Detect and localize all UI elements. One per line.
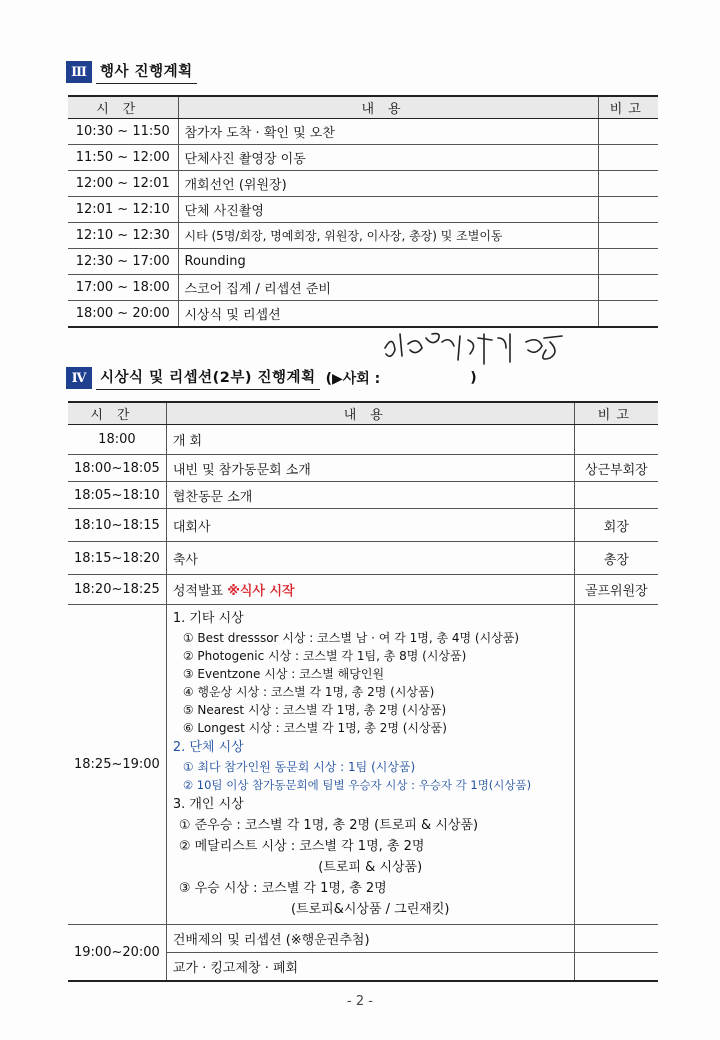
table-row [68, 197, 658, 223]
header-time: 시간 [68, 402, 166, 425]
row-note [598, 197, 658, 223]
row-time: 12:00 ~ 12:01 [68, 171, 178, 197]
results-text: 성적발표 [172, 584, 224, 599]
table-row [68, 542, 658, 575]
award-item: (트로피&시상품 / 그린재킷) [290, 902, 450, 917]
row-note [574, 482, 658, 509]
schedule-table [68, 95, 658, 328]
row-note [598, 171, 658, 197]
group-2-title: 2. 단체 시상 [172, 740, 244, 755]
table-row [68, 425, 658, 455]
table-row [68, 482, 658, 509]
row-content [166, 575, 574, 605]
row-time: 12:30 ~ 17:00 [68, 249, 178, 275]
mc-label: (▶사회 : [325, 371, 381, 387]
award-item: ② Photogenic 시상 : 코스별 각 1팀, 총 8명 (시상품) [182, 649, 467, 663]
award-item: ② 메달리스트 시상 : 코스별 각 1명, 총 2명 [178, 839, 425, 854]
section-3-header [66, 60, 197, 84]
row-content: 시상식 및 리셉션 [178, 301, 598, 328]
row-content: 개회선언 (위원장) [178, 171, 598, 197]
header-time: 시간 [68, 96, 178, 119]
row-time: 12:01 ~ 12:10 [68, 197, 178, 223]
row-content: 스코어 집계 / 리셉션 준비 [178, 275, 598, 301]
row-time: 17:00 ~ 18:00 [68, 275, 178, 301]
row-note: 골프위원장 [574, 575, 658, 605]
row-note [598, 249, 658, 275]
row-content: 단체 사진촬영 [178, 197, 598, 223]
header-note: 비고 [598, 96, 658, 119]
row-content: 건배제의 및 리셉션 (※행운권추첨) [166, 925, 574, 953]
section-4-header [66, 366, 477, 390]
award-item: ① 최다 참가인원 동문회 시상 : 1팀 (시상품) [182, 760, 416, 774]
section-3-title: 행사 진행계획 [96, 60, 197, 84]
header-content: 내용 [178, 96, 598, 119]
row-time: 18:00~18:05 [68, 455, 166, 482]
award-item: ④ 행운상 시상 : 코스별 각 1명, 총 2명 (시상품) [182, 685, 435, 699]
table-row [68, 145, 658, 171]
row-content: 단체사진 촬영장 이동 [178, 145, 598, 171]
header-content: 내용 [166, 402, 574, 425]
row-note [574, 425, 658, 455]
section-3-number: Ⅲ [66, 61, 92, 83]
row-note [598, 119, 658, 145]
table-row [68, 509, 658, 542]
row-time: 10:30 ~ 11:50 [68, 119, 178, 145]
award-item: ③ 우승 시상 : 코스별 각 1명, 총 2명 [178, 881, 387, 896]
table-row [68, 223, 658, 249]
row-note [598, 223, 658, 249]
row-time: 18:15~18:20 [68, 542, 166, 575]
awards-content [166, 605, 574, 925]
table-row [68, 455, 658, 482]
row-content: 교가 · 킹고제창 · 폐회 [166, 953, 574, 982]
row-content: 협찬동문 소개 [166, 482, 574, 509]
award-item: ① Best dresssor 시상 : 코스별 남 · 여 각 1명, 총 4명 (시상품) [182, 631, 520, 645]
award-item: ⑤ Nearest 시상 : 코스별 각 1명, 총 2명 (시상품) [182, 703, 447, 717]
row-note [574, 605, 658, 925]
award-item: ⑥ Longest 시상 : 코스별 각 1명, 총 2명 (시상품) [182, 721, 447, 735]
row-note [574, 953, 658, 982]
awards-row [68, 605, 658, 925]
table-row [68, 275, 658, 301]
section-4-number: Ⅳ [66, 367, 92, 389]
award-item: ③ Eventzone 시상 : 코스별 해당인원 [182, 667, 385, 681]
row-time: 19:00~20:00 [68, 925, 166, 982]
row-note [574, 925, 658, 953]
row-content: 대회사 [166, 509, 574, 542]
group-3-title: 3. 개인 시상 [172, 797, 244, 812]
row-time: 18:10~18:15 [68, 509, 166, 542]
meal-start-note: ※식사 시작 [227, 584, 295, 599]
table-row [68, 171, 658, 197]
row-time: 11:50 ~ 12:00 [68, 145, 178, 171]
ceremony-table [68, 401, 658, 982]
row-note: 회장 [574, 509, 658, 542]
section-4-title: 시상식 및 리셉션(2부) 진행계획 [96, 366, 320, 390]
table-row [68, 301, 658, 328]
header-note: 비고 [574, 402, 658, 425]
group-1-title: 1. 기타 시상 [172, 611, 244, 626]
row-content: 내빈 및 참가동문회 소개 [166, 455, 574, 482]
row-time: 18:20~18:25 [68, 575, 166, 605]
mc-close: ) [470, 370, 477, 386]
row-content: 시타 (5명/회장, 명예회장, 위원장, 이사장, 총장) 및 조별이동 [178, 223, 598, 249]
row-note: 상근부회장 [574, 455, 658, 482]
page-number: - 2 - [347, 994, 373, 1009]
row-content: 개 회 [166, 425, 574, 455]
row-time: 18:00 [68, 425, 166, 455]
row-time: 18:05~18:10 [68, 482, 166, 509]
row-content: Rounding [178, 249, 598, 275]
award-item: ① 준우승 : 코스별 각 1명, 총 2명 (트로피 & 시상품) [178, 818, 479, 833]
row-note [598, 275, 658, 301]
row-note: 총장 [574, 542, 658, 575]
table-row [68, 249, 658, 275]
row-time: 12:10 ~ 12:30 [68, 223, 178, 249]
table-row [68, 119, 658, 145]
award-item: ② 10팀 이상 참가동문회에 팀별 우승자 시상 : 우승자 각 1명(시상품) [182, 778, 532, 792]
row-time: 18:00 ~ 20:00 [68, 301, 178, 328]
row-note [598, 301, 658, 328]
row-content: 참가자 도착 · 확인 및 오찬 [178, 119, 598, 145]
table-row [68, 925, 658, 953]
table-row [68, 575, 658, 605]
row-time: 18:25~19:00 [68, 605, 166, 925]
row-content: 축사 [166, 542, 574, 575]
row-note [598, 145, 658, 171]
award-item: (트로피 & 시상품) [318, 860, 423, 875]
